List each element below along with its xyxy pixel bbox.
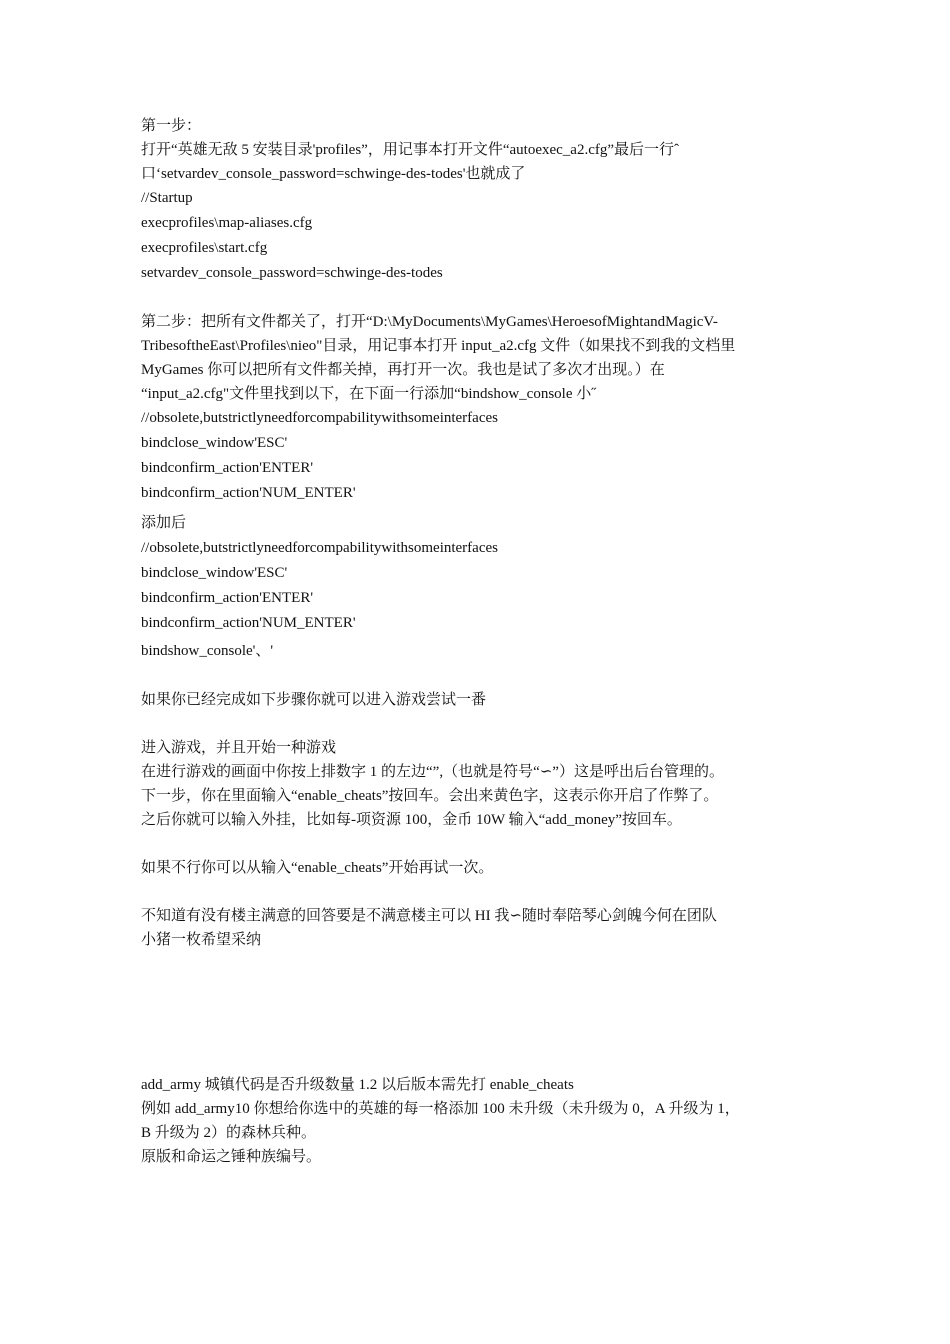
signature-line: 小猪一枚希望采纳 — [141, 932, 262, 948]
document-page — [141, 114, 811, 1169]
code-line: bindconfirm_action'ENTER' — [141, 590, 314, 606]
army-line: 原版和命运之锤种族编号。 — [141, 1149, 322, 1165]
signature-line: 不知道有没有楼主满意的回答要是不满意楼主可以 HI 我∽随时奉陪琴心剑魄今何在团队 — [141, 908, 717, 924]
section-gap — [141, 952, 811, 1073]
army-line: B 升级为 2）的森林兵种。 — [141, 1125, 317, 1141]
step2-line: “input_a2.cfg"文件里找到以下，在下面一行添加“bindshow_console 小˝ — [141, 386, 597, 402]
done-paragraph: 如果你已经完成如下步骤你就可以进入游戏尝试一番 — [141, 692, 487, 708]
paragraph-gap — [141, 832, 811, 856]
code-line: //obsolete,butstrictlyneedforcompabilitywithsomeinterfaces — [141, 410, 498, 426]
step1-line: 口‘setvardev_console_password=schwinge-des-todes'也就成了 — [141, 166, 526, 182]
code-line: bindshow_console'、' — [141, 643, 274, 659]
army-line: 例如 add_army10 你想给你选中的英雄的每一格添加 100 未升级（未升级为 0，A 升级为 1， — [141, 1101, 740, 1117]
paragraph-gap — [141, 712, 811, 736]
enter-game-line: 之后你就可以输入外挂，比如每-项资源 100，金币 10W 输入“add_money”按回车。 — [141, 812, 682, 828]
enter-game-line: 在进行游戏的画面中你按上排数字 1 的左边“”,（也就是符号“∽”）这是呼出后台管理的。 — [141, 764, 724, 780]
enter-game-line: 下一步，你在里面输入“enable_cheats”按回车。会出来黄色字，这表示你开启了作弊了。 — [141, 788, 719, 804]
code-line: bindclose_window'ESC' — [141, 435, 288, 451]
step1-title: 第一步： — [141, 118, 202, 134]
code-line: //Startup — [141, 190, 193, 206]
code-line: bindconfirm_action'NUM_ENTER' — [141, 615, 356, 631]
paragraph-gap — [141, 664, 811, 688]
step2-line: MyGames 你可以把所有文件都关掉，再打开一次。我也是试了多次才出现。）在 — [141, 362, 665, 378]
code-line: bindconfirm_action'ENTER' — [141, 460, 314, 476]
step2-line: TribesoftheEast\Profiles\nieo"目录，用记事本打开 input_a2.cfg 文件（如果找不到我的文档里 — [141, 338, 736, 354]
retry-paragraph: 如果不行你可以从输入“enable_cheats”开始再试一次。 — [141, 860, 494, 876]
code-line: //obsolete,butstrictlyneedforcompabilitywithsomeinterfaces — [141, 540, 498, 556]
army-line: add_army 城镇代码是否升级数量 1.2 以后版本需先打 enable_cheats — [141, 1077, 574, 1093]
code-line: bindconfirm_action'NUM_ENTER' — [141, 485, 356, 501]
code-line: setvardev_console_password=schwinge-des-todes — [141, 265, 443, 281]
code-line: execprofiles\start.cfg — [141, 240, 268, 256]
step2-line: 第二步：把所有文件都关了，打开“D:\MyDocuments\MyGames\HeroesofMightandMagicV- — [141, 314, 718, 330]
enter-game-line: 进入游戏，并且开始一种游戏 — [141, 740, 337, 756]
paragraph-gap — [141, 880, 811, 904]
paragraph-gap — [141, 286, 811, 310]
code-line: execprofiles\map-aliases.cfg — [141, 215, 313, 231]
code-line: bindclose_window'ESC' — [141, 565, 288, 581]
step1-line: 打开“英雄无敌 5 安装目录'profiles”，用记事本打开文件“autoexec_a2.cfg”最后一行ˆ — [141, 142, 680, 158]
after-label: 添加后 — [141, 515, 187, 531]
